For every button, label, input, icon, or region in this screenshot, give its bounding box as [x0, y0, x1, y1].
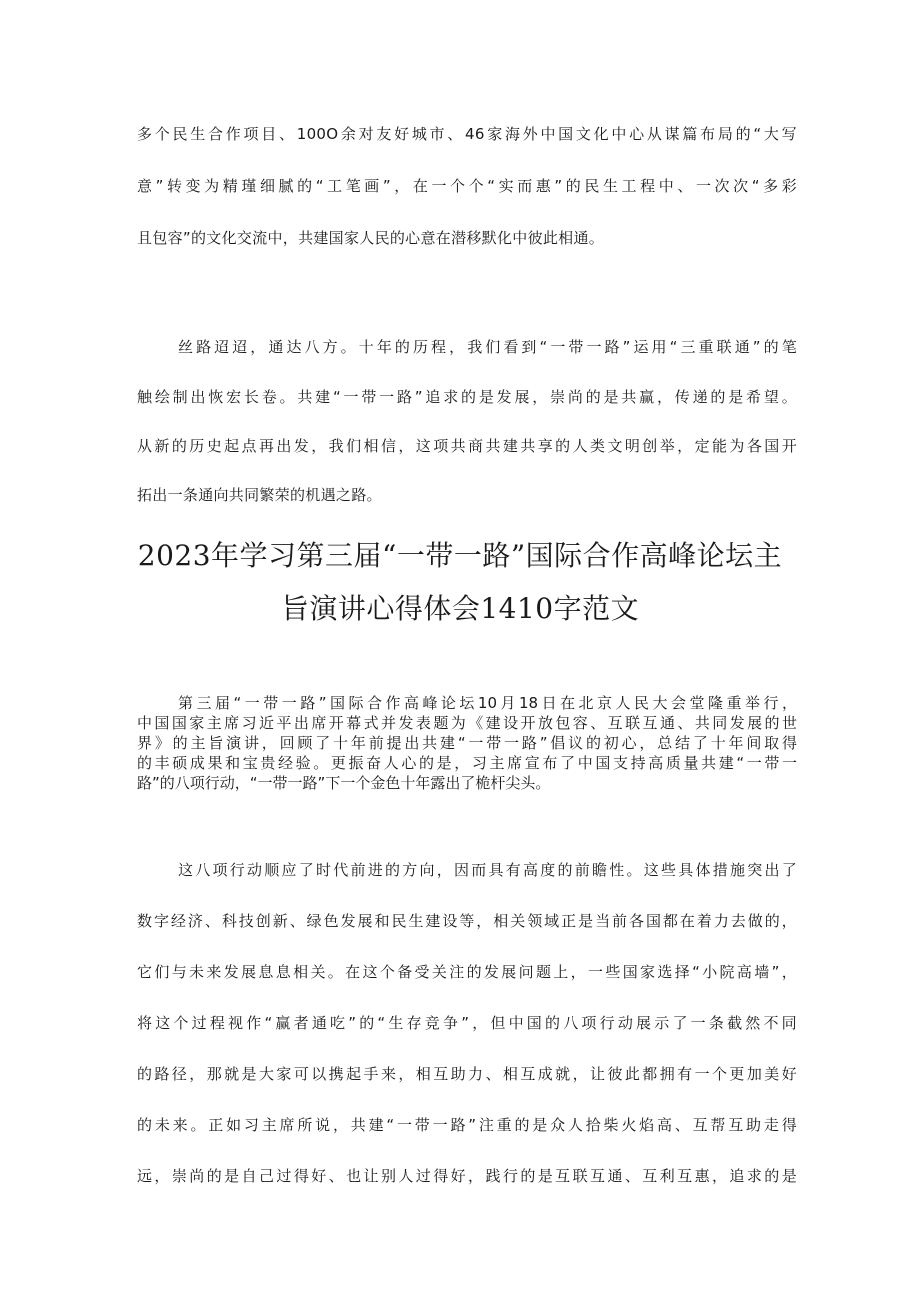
paragraph-line: 第三届“一带一路”国际合作高峰论坛10月18日在北京人民大会堂隆重举行，: [178, 694, 797, 712]
paragraph-line: 从新的历史起点再出发，我们相信，这项共商共建共享的人类文明创举，定能为各国开: [137, 437, 797, 455]
paragraph-line: 这八项行动顺应了时代前进的方向，因而具有高度的前瞻性。这些具体措施突出了: [178, 861, 797, 879]
paragraph-line: 远，崇尚的是自己过得好、也让别人过得好，践行的是互联互通、互利互惠，追求的是: [137, 1167, 797, 1185]
paragraph-line: 数字经济、科技创新、绿色发展和民生建设等，相关领域正是当前各国都在着力去做的，: [137, 912, 797, 930]
paragraph-line: 丝路迢迢，通达八方。十年的历程，我们看到“一带一路”运用“三重联通”的笔: [178, 338, 797, 356]
page-title-line-2: 旨演讲心得体会1410字范文: [280, 592, 640, 625]
paragraph-line: 的路径，那就是大家可以携起手来，相互助力、相互成就，让彼此都拥有一个更加美好: [137, 1065, 797, 1083]
paragraph-line: 的丰硕成果和宝贵经验。更振奋人心的是，习主席宣布了中国支持高质量共建“一带一: [137, 754, 797, 772]
paragraph-line: 将这个过程视作“赢者通吃”的“生存竞争”，但中国的八项行动展示了一条截然不同: [137, 1014, 797, 1032]
paragraph-line: 触绘制出恢宏长卷。共建“一带一路”追求的是发展，崇尚的是共赢，传递的是希望。: [137, 388, 797, 406]
paragraph-line: 界》的主旨演讲，回顾了十年前提出共建“一带一路”倡议的初心，总结了十年间取得: [137, 734, 797, 752]
paragraph-line: 意”转变为精瑾细腻的“工笔画”，在一个个“实而惠”的民生工程中、一次次“多彩: [137, 177, 797, 195]
paragraph-line: 多个民生合作项目、100O余对友好城市、46家海外中国文化中心从谋篇布局的“大写: [137, 125, 797, 143]
page-title-line-1: 2023年学习第三届“一带一路”国际合作高峰论坛主: [137, 539, 783, 572]
paragraph-line: 路”的八项行动，“一带一路”下一个金色十年露出了桅杆尖头。: [137, 774, 551, 792]
paragraph-line: 中国国家主席习近平出席开幕式并发表题为《建设开放包容、互联互通、共同发展的世: [137, 714, 797, 732]
paragraph-line: 的未来。正如习主席所说，共建“一带一路”注重的是众人拾柴火焰高、互帮互助走得: [137, 1116, 797, 1134]
paragraph-line: 它们与未来发展息息相关。在这个备受关注的发展问题上，一些国家选择“小院高墙”，: [137, 963, 797, 981]
paragraph-line: 拓出一条通向共同繁荣的机遇之路。: [137, 486, 382, 504]
paragraph-line: 且包容”的文化交流中，共建国家人民的心意在潜移默化中彼此相通。: [137, 229, 605, 247]
